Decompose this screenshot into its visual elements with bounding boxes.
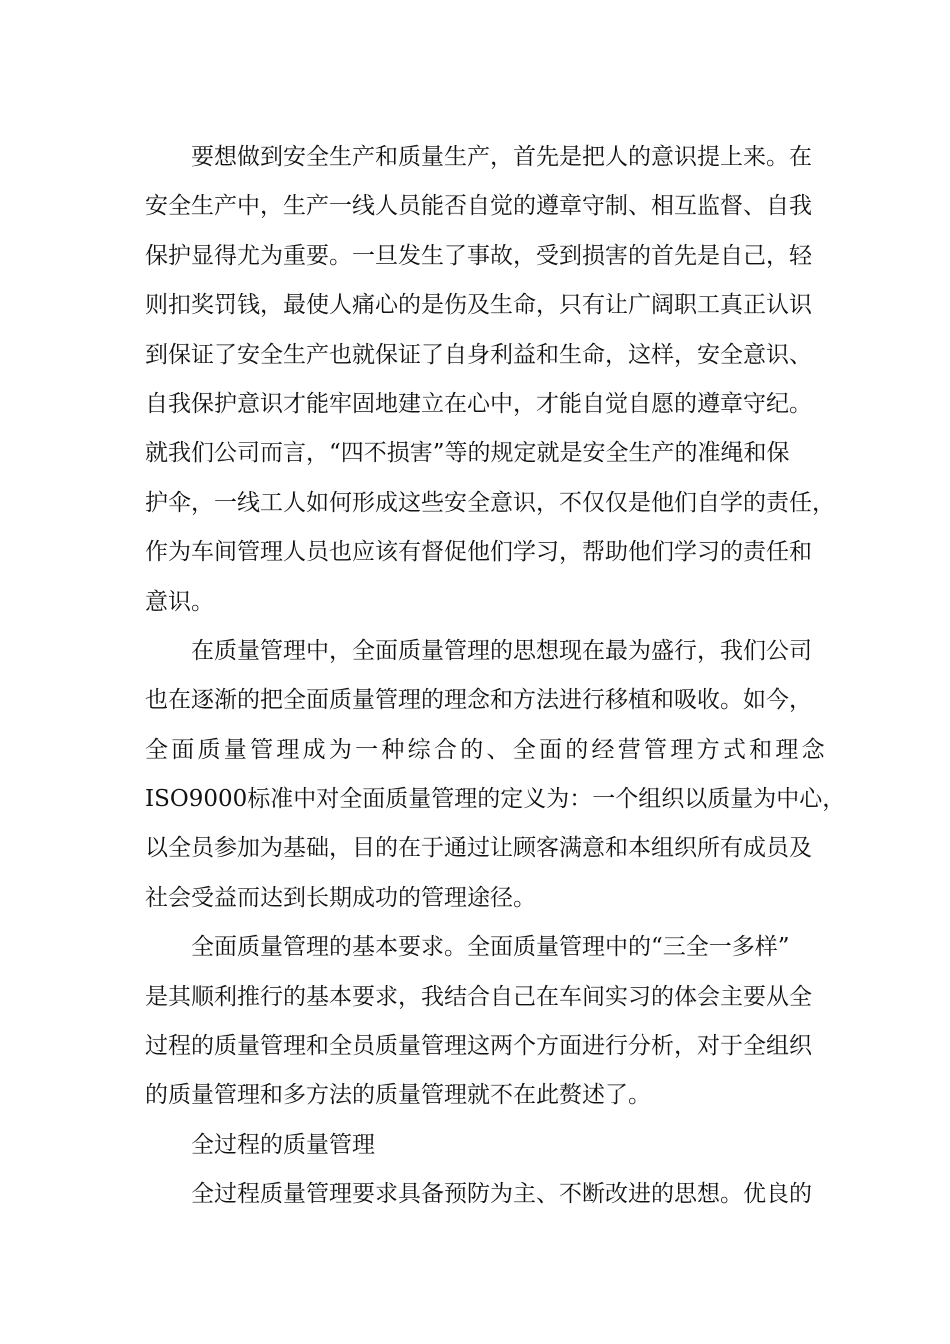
paragraph-1-line-7: 就我们公司而言，“四不损害”等的规定就是安全生产的准绳和保 [145,440,790,467]
document-body [145,133,846,1220]
paragraph-1-line-2: 安全生产中，生产一线人员能否自觉的遵章守制、相互监督、自我 [145,193,812,220]
paragraph-1-line-3: 保护显得尤为重要。一旦发生了事故，受到损害的首先是自己，轻 [145,242,812,269]
paragraph-2-line-2: 也在逐渐的把全面质量管理的理念和方法进行移植和吸收。如今， [145,687,812,714]
paragraph-3-line-4: 的质量管理和多方法的质量管理就不在此赘述了。 [145,1082,651,1109]
paragraph-1-line-6: 自我保护意识才能牢固地建立在心中，才能自觉自愿的遵章守纪。 [145,390,812,417]
paragraph-1-line-8: 护伞，一线工人如何形成这些安全意识，不仅仅是他们自学的责任， [145,489,835,516]
paragraph-2-line-6: 社会受益而达到长期成功的管理途径。 [145,884,536,911]
paragraph-1-line-10: 意识。 [145,588,214,615]
section-heading: 全过程的质量管理 [191,1131,375,1158]
paragraph-4-line-1: 全过程质量管理要求具备预防为主、不断改进的思想。优良的 [191,1181,812,1208]
paragraph-3-line-3: 过程的质量管理和全员质量管理这两个方面进行分析，对于全组织 [145,1033,812,1060]
paragraph-2-line-3: 全 面 质 量 管 理 成 为 一 种 综 合 的 、 全 面 的 经 营 管 理 方 式 和 理 念 [145,736,825,763]
paragraph-2-line-1: 在质量管理中，全面质量管理的思想现在最为盛行，我们公司 [191,637,812,664]
paragraph-3-line-2: 是其顺利推行的基本要求，我结合自己在车间实习的体会主要从全 [145,983,812,1010]
paragraph-3-line-1: 全面质量管理的基本要求。全面质量管理中的“三全一多样” [191,934,790,961]
paragraph-1-line-9: 作为车间管理人员也应该有督促他们学习，帮助他们学习的责任和 [145,539,812,566]
paragraph-2-line-4: ISO9000标准中对全面质量管理的定义为：一个组织以质量为中心， [145,786,846,813]
paragraph-1-line-4: 则扣奖罚钱，最使人痛心的是伤及生命，只有让广阔职工真正认识 [145,292,812,319]
paragraph-2-line-5: 以全员参加为基础，目的在于通过让顾客满意和本组织所有成员及 [145,835,812,862]
paragraph-1-line-5: 到保证了安全生产也就保证了自身利益和生命，这样，安全意识、 [145,341,812,368]
paragraph-1-line-1: 要想做到安全生产和质量生产，首先是把人的意识提上来。在 [191,144,812,170]
